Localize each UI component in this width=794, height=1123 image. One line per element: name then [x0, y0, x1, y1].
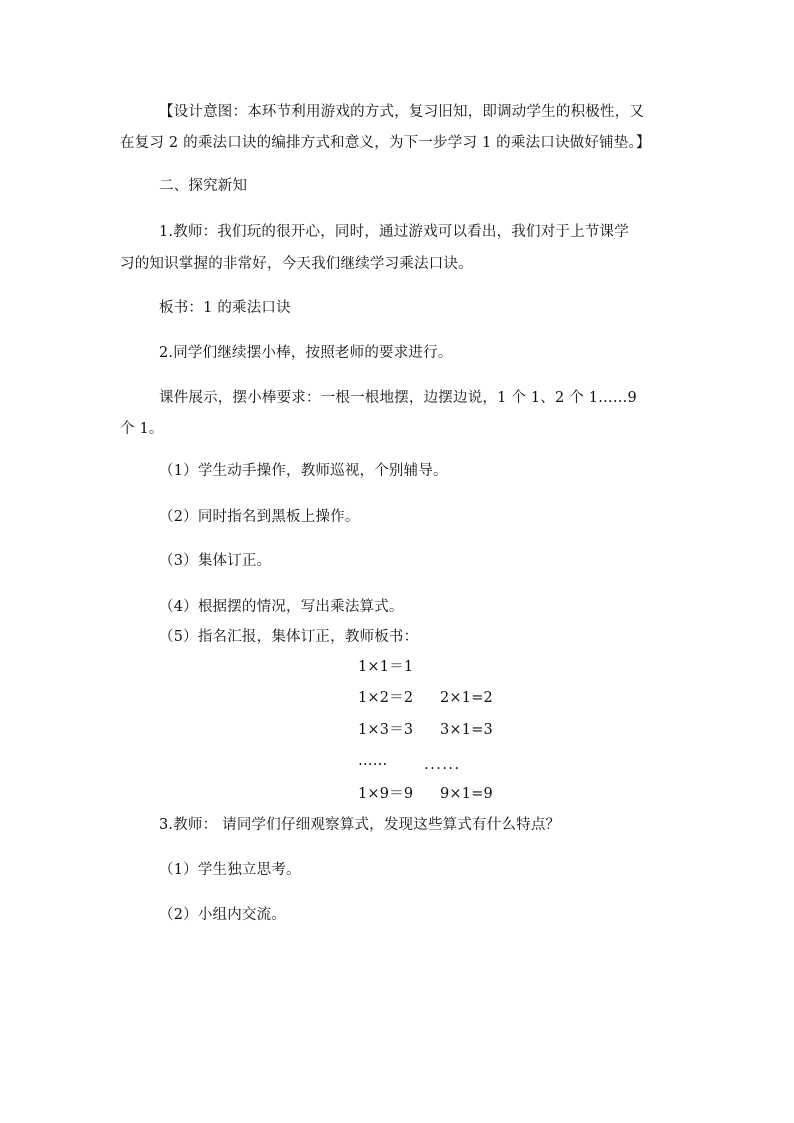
substep-b-1: （1）学生独立思考。 [159, 862, 301, 878]
equation: 2×1=2 [440, 690, 493, 706]
step1-line-2: 习的知识掌握的非常好，今天我们继续学习乘法口诀。 [120, 256, 473, 272]
substep-2: （2）同时指名到黑板上操作。 [159, 509, 360, 525]
step2: 2.同学们继续摆小棒，按照老师的要求进行。 [159, 345, 453, 361]
equation-ellipsis: ...... [424, 757, 461, 773]
equation: 1×1＝1 [358, 659, 414, 675]
substep-5: （5）指名汇报，集体订正，教师板书： [159, 629, 419, 645]
design-intent-line-1: 【设计意图：本环节利用游戏的方式，复习旧知，即调动学生的积极性，又 [159, 104, 645, 120]
substep-1: （1）学生动手操作，教师巡视，个别辅导。 [159, 463, 448, 479]
equation: 1×2＝2 [358, 690, 414, 706]
equation: 9×1=9 [440, 786, 493, 802]
step1-line-1: 1.教师：我们玩的很开心，同时，通过游戏可以看出，我们对于上节课学 [159, 224, 629, 240]
step3: 3.教师： 请同学们仔细观察算式，发现这些算式有什么特点？ [159, 817, 561, 833]
substep-b-2: （2）小组内交流。 [159, 907, 287, 923]
courseware-line-1: 课件展示，摆小棒要求：一根一根地摆，边摆边说，1 个 1、2 个 1……9 [159, 390, 637, 406]
blackboard-title: 板书：1 的乘法口诀 [159, 300, 291, 316]
equation: 1×9＝9 [358, 786, 414, 802]
substep-4: （4）根据摆的情况，写出乘法算式。 [159, 599, 404, 615]
equation: 1×3＝3 [358, 722, 414, 738]
design-intent-line-2: 在复习 2 的乘法口诀的编排方式和意义，为下一步学习 1 的乘法口诀做好铺垫。】 [120, 135, 651, 151]
equation: 3×1=3 [440, 722, 493, 738]
equation-ellipsis: …… [358, 753, 388, 769]
substep-3: （3）集体订正。 [159, 553, 272, 569]
courseware-line-2: 个 1。 [120, 421, 164, 437]
section-heading: 二、探究新知 [159, 178, 248, 194]
